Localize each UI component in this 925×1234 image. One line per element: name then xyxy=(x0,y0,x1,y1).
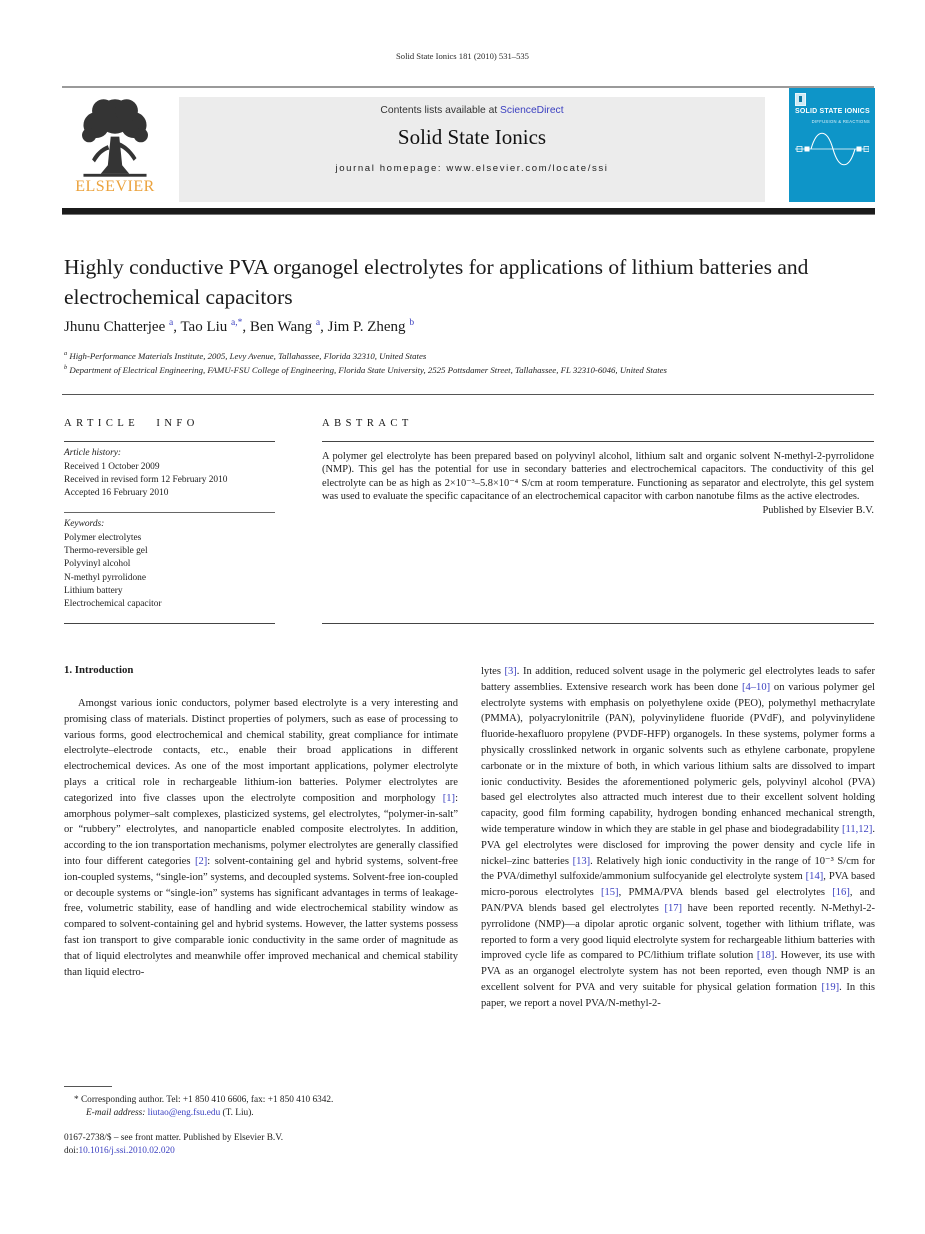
running-head-citation: Solid State Ionics 181 (2010) 531–535 xyxy=(396,51,529,61)
list-line: Polymer electrolytes xyxy=(64,533,142,543)
email-label: E-mail address: xyxy=(86,1107,146,1118)
footnote-line xyxy=(64,1094,458,1107)
abstract-heading: ABSTRACT xyxy=(322,418,413,429)
email-link[interactable]: liutao@eng.fsu.edu xyxy=(147,1107,221,1118)
list-line: Thermo-reversible gel xyxy=(64,546,148,557)
paper-title: Highly conductive PVA organogel electrolytes for applications of lithium batteries and electrochemical capacitors xyxy=(64,255,809,309)
article-history-label: Article history: xyxy=(64,448,122,458)
cover-elsevier-mark-icon xyxy=(795,93,806,106)
list-line: Received in revised form 12 February 2010 xyxy=(64,475,228,486)
homepage-url-link[interactable]: www.elsevier.com/locate/ssi xyxy=(446,163,609,174)
section-divider xyxy=(62,394,874,395)
footnote-correspondence: Corresponding author. Tel: +1 850 410 6606, fax: +1 850 410 6342. xyxy=(80,1095,334,1105)
citation-ref[interactable]: [13] xyxy=(572,855,591,867)
body-text: . In addition, reduced solvent usage in the polymeric gel electrolytes leads to safer battery assemblies. Extensive research work has been done xyxy=(481,666,875,693)
issn-copyright-line: 0167-2738/$ – see front matter. Published by Elsevier B.V. xyxy=(64,1133,284,1143)
affiliation-list xyxy=(64,350,864,377)
citation-ref[interactable]: [18] xyxy=(756,950,775,962)
list-line: Electrochemical capacitor xyxy=(64,599,162,610)
abstract-rule xyxy=(322,623,874,624)
copyright-line: Published by Elsevier B.V. xyxy=(762,504,874,516)
article-info-rule xyxy=(64,441,275,442)
journal-cover-thumbnail[interactable] xyxy=(789,88,875,202)
header-separator-bar xyxy=(62,208,875,215)
article-info-rule xyxy=(64,512,275,513)
list-line: N-methyl pyrrolidone xyxy=(64,572,147,583)
body-text: : amorphous polymer–salt complexes, plasticized systems, gel electrolytes, “polymer-in-salt” or “rubbery” electrolytes, and nanoparticle enabled composite electrolytes. In addition, according to the ion transportation mechanisms, polymer electrolytes are generally classified into four different categories xyxy=(64,792,458,867)
author-name: Jhunu Chatterjee xyxy=(64,319,169,335)
list-line: Accepted 16 February 2010 xyxy=(64,488,169,499)
author-affiliation-ref[interactable]: a xyxy=(168,318,174,328)
journal-name: Solid State Ionics xyxy=(397,125,547,149)
body-text: . In this paper, we report a novel PVA/N-methyl-2- xyxy=(481,981,875,1009)
cover-wave-icon xyxy=(795,132,869,166)
body-text: have been reported recently. N-Methyl-2-pyrrolidone (NMP)—a dipolar aprotic organic solvent, together with lithium triflate, was reported to form a very good liquid electrolyte system for rechargeable lithium batteries with improved cycle life as compared to PC/lithium triflate solution xyxy=(481,902,876,962)
footnote-email-line xyxy=(64,1107,458,1120)
cover-title: SOLID STATE IONICS xyxy=(795,108,870,115)
doi-line xyxy=(64,1146,458,1156)
affiliation: $^b$ Department of Electrical Engineering, FAMU-FSU College of Engineering, Florida State University, 2525 Pottsdamer Street, Tallahassee, FL 32310-6046, United States xyxy=(64,363,667,375)
author-line xyxy=(64,319,859,336)
contents-line xyxy=(179,105,765,116)
citation-ref[interactable]: [2] xyxy=(194,855,208,867)
keywords-label: Keywords: xyxy=(64,519,105,529)
body-text: Amongst various ionic conductors, polymer based electrolyte is a very interesting and promising class of materials. Distinct properties of polymers, such as ease of processing to various forms, good electrochemical and chemical stability, great compliance for intimate electrolyte–electrode contacts, etc., enable their broad applications in different electrochemical devices. As one of the most important applications, polymer electrolyte plays a critical role in rechargeable lithium-ion batteries. Polymer electrolytes are categorized into five classes upon the electrolyte composition and morphology xyxy=(64,698,458,804)
journal-header-box xyxy=(179,97,765,202)
body-text: , PVA based micro-porous electrolytes xyxy=(481,871,875,899)
citation-ref[interactable]: [4–10] xyxy=(741,681,771,693)
cover-subtitle: DIFFUSION & REACTIONS xyxy=(811,119,870,124)
sciencedirect-link[interactable]: ScienceDirect xyxy=(500,105,564,116)
intro-paragraph-left-column xyxy=(64,696,458,980)
article-info-heading: ARTICLE INFO xyxy=(64,418,199,429)
abstract-rule xyxy=(322,441,874,442)
keywords-list xyxy=(64,532,275,611)
elsevier-tree-icon xyxy=(72,96,158,180)
list-line: Polyvinyl alcohol xyxy=(64,559,131,570)
homepage-prefix: journal homepage: xyxy=(335,163,447,174)
doi-link[interactable]: 10.1016/j.ssi.2010.02.020 xyxy=(78,1146,175,1156)
email-suffix: (T. Liu). xyxy=(220,1107,254,1118)
body-text: : solvent-containing gel and hybrid systems, solvent-free ion-coupled systems, “single-ion” systems, and decoupled systems. Solvent-free ion-coupled or decouple systems or “single-ion” systems has significant advantages in terms of leakage-free, volumetric stability, ease of handling and wide electrochemical stability window as compared to solvent-containing gel and hybrid systems. However, the latter systems possess fast ion transport to give comparable ionic conductivity in the same order of magnitude as that of liquid electrolytes and meanwhile offer improved mechanical and chemical stability than liquid electro- xyxy=(64,855,458,978)
author-affiliation-ref[interactable]: b xyxy=(409,318,415,328)
body-text: , PMMA/PVA blends based gel electrolytes xyxy=(618,887,833,899)
author-affiliation-ref[interactable]: a xyxy=(315,318,321,328)
article-info-rule xyxy=(64,623,275,624)
contents-prefix: Contents lists available at xyxy=(380,105,501,116)
body-text: on various polymer gel electrolyte systems with emphasis on polyethylene oxide (PEO), polymethyl methacrylate (PMMA), polyacrylonitrile (PAN), polyvinylidene fluoride (PVdF), and polyvinylidene fluoride-hexafluoro propylene (PVDF-HFP) organogels. In these systems, polymer forms a physically crosslinked network in organic solvents such as ethylene carbonate, propylene carbonate or in the mixture of both, in which various lithium salts are dissolved to impart ionic conductivity. Besides the aforementioned polymeric gels, polyvinyl alcohol (PVA) based gel electrolytes also attracted much interest due to their excellent solvent holding capacity, good film forming capability, hydrogen bonding enhanced mechanical strength, wide temperature window in which they are stable in gel phase and biodegradability xyxy=(481,681,875,835)
citation-ref[interactable]: [17] xyxy=(664,902,683,914)
section-heading-introduction: 1. Introduction xyxy=(64,664,134,676)
list-line: Received 1 October 2009 xyxy=(64,462,160,472)
body-text: . However, its use with PVA as an organogel electrolyte system has not been reported, even though NMP is an excellent solvent for PVA and very suitable for physical gelation formation xyxy=(481,950,876,993)
body-text: . Relatively high ionic conductivity in the range of 10⁻³ S/cm for the PVA/dimethyl sulfoxide/ammonium sulfocyanide gel electrolyte system xyxy=(481,855,875,883)
elsevier-wordmark: ELSEVIER xyxy=(75,178,155,195)
citation-ref[interactable]: [19] xyxy=(821,981,840,993)
citation-ref[interactable]: [3] xyxy=(504,666,517,677)
author-name: Jim P. Zheng xyxy=(327,319,410,335)
top-divider xyxy=(62,86,874,88)
abstract-body xyxy=(322,450,874,517)
body-text: , and PAN/PVA blends based gel electrolytes xyxy=(481,887,875,914)
citation-ref[interactable]: [15] xyxy=(601,887,619,899)
author-separator: , xyxy=(173,319,181,335)
intro-paragraph-right-column xyxy=(481,664,875,1012)
citation-ref[interactable]: [14] xyxy=(805,871,824,883)
body-text: . PVA gel electrolytes were disclosed for improving the power density and cycle life in nickel–zinc batteries xyxy=(481,823,875,867)
footnote-star: * xyxy=(74,1095,79,1105)
article-history-list xyxy=(64,461,275,501)
elsevier-logo[interactable] xyxy=(63,96,167,204)
citation-ref[interactable]: [1] xyxy=(442,792,456,804)
author-name: Tao Liu xyxy=(180,319,232,335)
corresponding-author-footnote xyxy=(64,1094,458,1120)
citation-ref[interactable]: [16] xyxy=(832,887,850,899)
author-separator: , xyxy=(320,319,328,335)
list-line: Lithium battery xyxy=(64,585,123,596)
abstract-text: A polymer gel electrolyte has been prepared based on polyvinyl alcohol, lithium salt and organic solvent N-methyl-2-pyrrolidone (NMP). This gel has the potential for use in secondary batteries and electrochemical capacitors. The conductivity of this gel electrolyte can be as high as 2×10⁻³–5.8×10⁻⁴ S/cm at room temperature. Functioning as separator and electrolyte, this gel system was used to evaluate the specific capacitance of an electrochemical capacitor with carbon nanotube films as the active electrodes. xyxy=(322,451,874,503)
body-text: lytes xyxy=(481,666,505,677)
footnote-divider xyxy=(64,1086,112,1087)
doi-label: doi: xyxy=(64,1146,79,1156)
affiliation: $^a$ High-Performance Materials Institute, 2005, Levy Avenue, Tallahassee, Florida 32310, United States xyxy=(64,350,427,361)
author-name: Ben Wang xyxy=(249,319,316,335)
author-separator: , xyxy=(242,319,250,335)
author-affiliation-ref[interactable]: a,* xyxy=(231,318,243,328)
citation-ref[interactable]: [11,12] xyxy=(841,823,873,835)
journal-homepage-line xyxy=(179,163,765,174)
